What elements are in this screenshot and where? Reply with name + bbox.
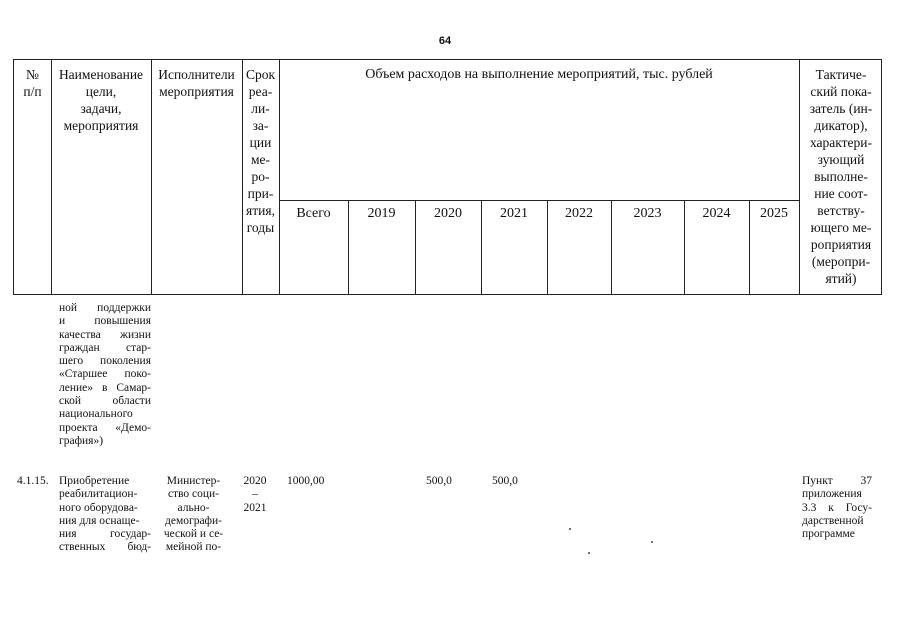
row-indicator: Пункт 37 приложения 3.3 к Госу- дарственной программе (802, 475, 872, 541)
scan-speck (569, 528, 571, 530)
header-year-2022: 2022 (565, 206, 593, 221)
continuation-text: ной поддержки и повышения качества жизни граждан стар- шего поколения «Старшее поко- ление» в Самар- ской области национального проекта «Демо- графия») (59, 302, 151, 447)
header-col-volume: Объем расходов на выполнение мероприятий, тыс. рублей (365, 67, 713, 82)
header-year-2021: 2021 (500, 206, 528, 221)
header-col-number: № п/п (23, 67, 42, 99)
row-term: 2020 – 2021 (243, 475, 267, 514)
header-year-2024: 2024 (702, 206, 731, 221)
page-number: 64 (438, 35, 452, 47)
header-year-2025: 2025 (760, 206, 788, 221)
row-2020: 500,0 (426, 475, 452, 487)
scan-speck (651, 541, 653, 543)
row-executor: Министер- ство соци- ально- демографи- ческой и се- мейной по- (163, 475, 224, 554)
header-year-total: Всего (296, 206, 331, 221)
header-col-executors: Исполнители мероприятия (158, 67, 235, 99)
header-col-name: Наименование цели, задачи, мероприятия (58, 67, 144, 133)
table-header (13, 59, 882, 295)
header-col-indicator: Тактиче- ский пока- затель (ин- дикатор), характери- зующий выполне- ние соот- ветству- ющего ме- роприятия (меропри- ятий) (809, 67, 873, 286)
header-year-2019: 2019 (367, 206, 396, 221)
header-year-2023: 2023 (633, 206, 662, 221)
row-number: 4.1.15. (17, 475, 49, 487)
row-2021: 500,0 (492, 475, 518, 487)
row-name: Приобретение реабилитацион- ного оборудова- ния для оснаще- ния государ- ственных бюд- (59, 475, 151, 554)
header-year-2020: 2020 (434, 206, 462, 221)
row-total: 1000,00 (287, 475, 325, 487)
header-col-term: Срок реа- ли- за- ции ме- ро- при- ятия, годы (245, 67, 276, 235)
scan-speck (588, 552, 590, 554)
